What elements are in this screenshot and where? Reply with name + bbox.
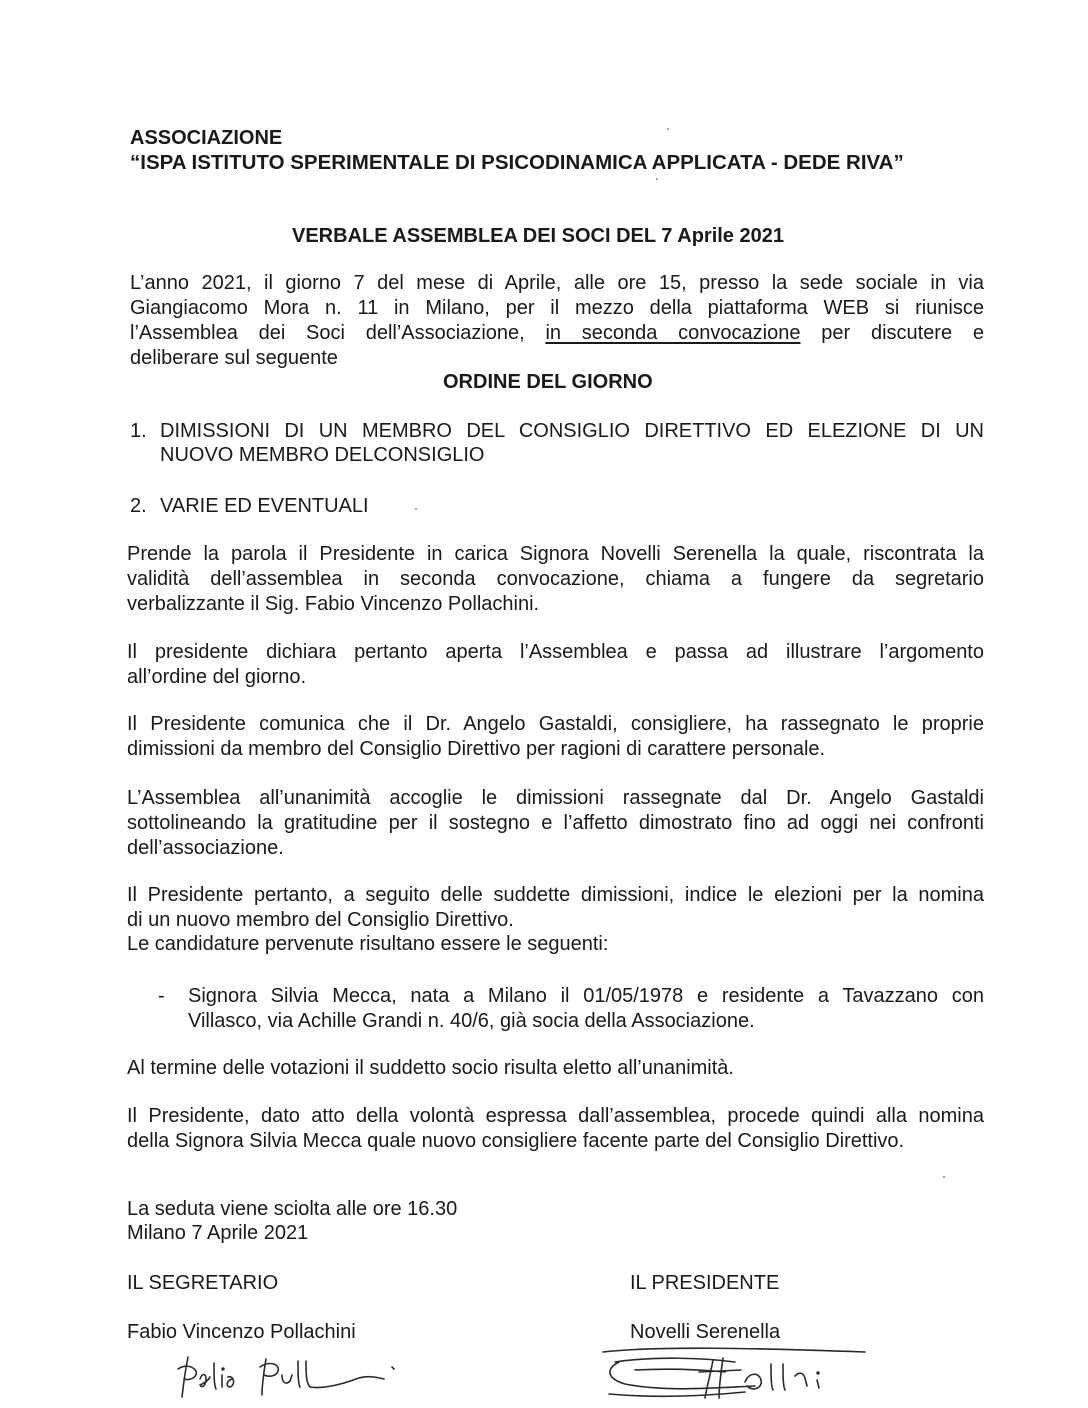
intro-line-3: l’Assemblea dei Soci dell’Associazione, in seconda convocazione per discutere e <box>130 322 984 344</box>
agenda-item-1-line-1: DIMISSIONI DI UN MEMBRO DEL CONSIGLIO DIRETTIVO ED ELEZIONE DI UN <box>160 420 984 442</box>
para-5-line-3: Le candidature pervenute risultano essere le seguenti: <box>127 933 609 955</box>
candidate-line-1: Signora Silvia Mecca, nata a Milano il 01/05/1978 e residente a Tavazzano con <box>188 985 984 1007</box>
para-4-line-1: L’Assemblea all’unanimità accoglie le dimissioni rassegnate dal Dr. Angelo Gastaldi <box>127 787 984 809</box>
agenda-item-2-text: VARIE ED EVENTUALI <box>160 495 369 517</box>
org-name: “ISPA ISTITUTO SPERIMENTALE DI PSICODINAMICA APPLICATA - DEDE RIVA” <box>130 151 904 174</box>
para-3-line-1: Il Presidente comunica che il Dr. Angelo Gastaldi, consigliere, ha rassegnato le proprie <box>127 713 984 735</box>
para-6: Al termine delle votazioni il suddetto socio risulta eletto all’unanimità. <box>127 1057 734 1079</box>
para-7-line-1: Il Presidente, dato atto della volontà espressa dall’assemblea, procede quindi alla nomina <box>127 1105 984 1127</box>
para-3-line-2: dimissioni da membro del Consiglio Direttivo per ragioni di carattere personale. <box>127 738 826 760</box>
underlined-phrase: in seconda convocazione <box>545 322 801 344</box>
para-5-line-1: Il Presidente pertanto, a seguito delle suddette dimissioni, indice le elezioni per la nomina <box>127 884 984 906</box>
para-5-line-2: di un nuovo membro del Consiglio Direttivo. <box>127 909 514 931</box>
para-4-line-2: sottolineando la gratitudine per il sostegno e l’affetto dimostrato fino ad oggi nei confronti <box>127 812 984 834</box>
para-4-line-3: dell’associazione. <box>127 837 284 859</box>
agenda-item-1-number: 1. <box>130 420 147 442</box>
candidate-bullet: - <box>158 985 165 1007</box>
para-2-line-2: all’ordine del giorno. <box>127 666 307 688</box>
agenda-item-2-number: 2. <box>130 495 147 517</box>
para-2-line-1: Il presidente dichiara pertanto aperta l’Assemblea e passa ad illustrare l’argomento <box>127 641 984 663</box>
secretary-name: Fabio Vincenzo Pollachini <box>127 1321 356 1343</box>
intro-line-2: Giangiacomo Mora n. 11 in Milano, per il mezzo della piattaforma WEB si riunisce <box>130 297 984 319</box>
intro-line-4: deliberare sul seguente <box>130 347 338 369</box>
secretary-handwritten-signature <box>170 1345 410 1405</box>
president-handwritten-signature <box>595 1342 885 1406</box>
candidate-line-2: Villasco, via Achille Grandi n. 40/6, già socia della Associazione. <box>188 1010 755 1032</box>
secretary-role: IL SEGRETARIO <box>127 1272 279 1294</box>
para-1-line-3: verbalizzante il Sig. Fabio Vincenzo Pollachini. <box>127 593 540 615</box>
scan-speck <box>415 508 417 510</box>
president-name: Novelli Serenella <box>630 1321 781 1343</box>
org-type: ASSOCIAZIONE <box>130 127 283 149</box>
closing-place-date: Milano 7 Aprile 2021 <box>127 1222 309 1244</box>
scan-speck <box>656 178 658 180</box>
intro-line-1: L’anno 2021, il giorno 7 del mese di Aprile, alle ore 15, presso la sede sociale in via <box>130 272 984 294</box>
para-1-line-1: Prende la parola il Presidente in carica Signora Novelli Serenella la quale, riscontrata la <box>127 543 984 565</box>
closing-time: La seduta viene sciolta alle ore 16.30 <box>127 1198 458 1220</box>
scan-speck <box>667 128 669 130</box>
president-role: IL PRESIDENTE <box>630 1272 780 1294</box>
agenda-item-1-line-2: NUOVO MEMBRO DELCONSIGLIO <box>160 444 485 466</box>
document-title: VERBALE ASSEMBLEA DEI SOCI DEL 7 Aprile 2021 <box>292 225 784 247</box>
para-7-line-2: della Signora Silvia Mecca quale nuovo consigliere facente parte del Consiglio Direttivo. <box>127 1130 905 1152</box>
para-1-line-2: validità dell’assemblea in seconda convocazione, chiama a fungere da segretario <box>127 568 984 590</box>
agenda-heading: ORDINE DEL GIORNO <box>443 371 653 393</box>
scan-speck <box>943 1176 945 1178</box>
